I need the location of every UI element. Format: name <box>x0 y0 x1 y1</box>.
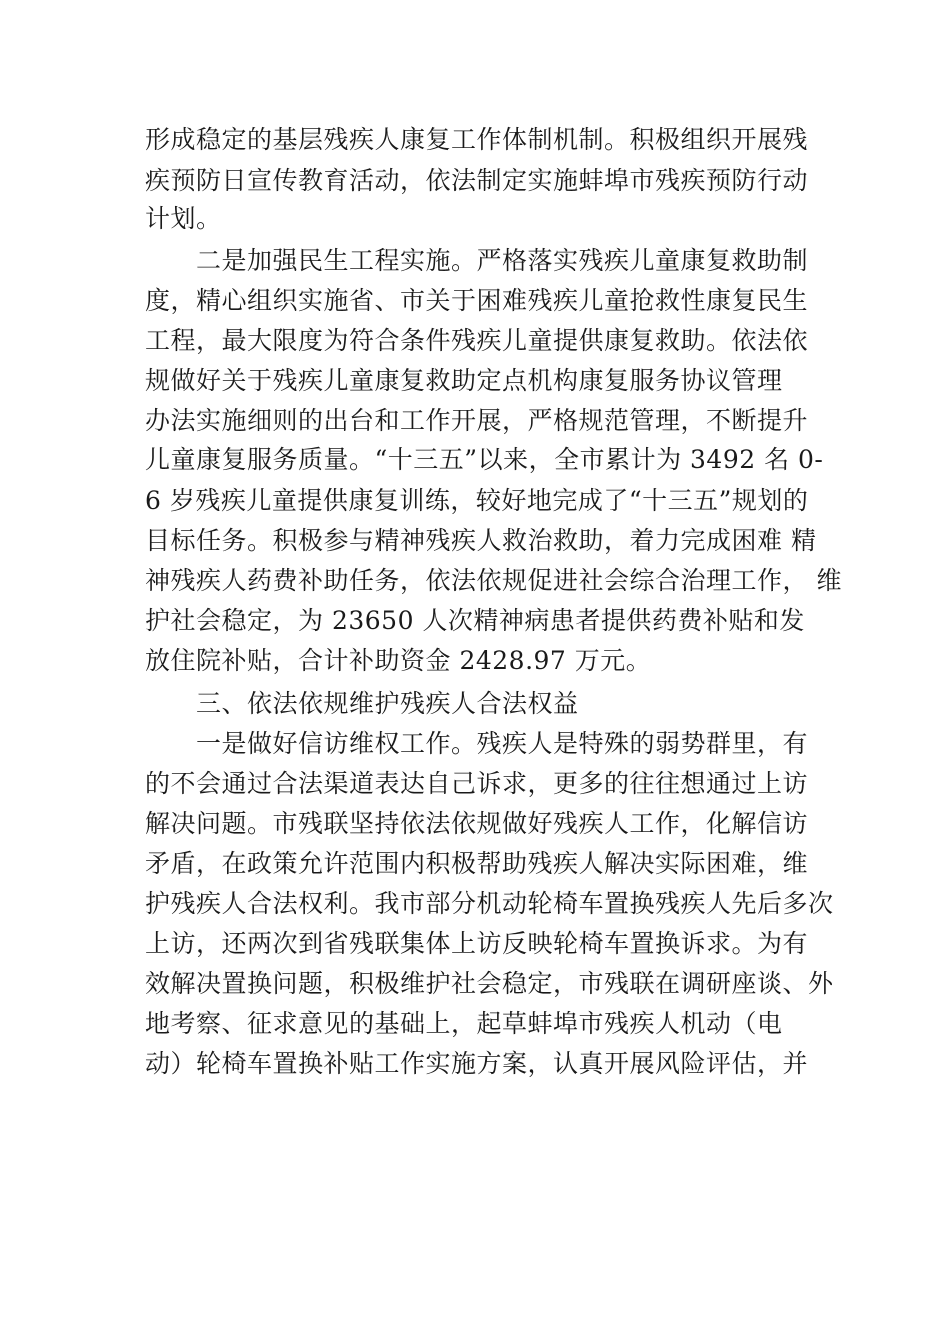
text-line: 护社会稳定，为 23650 人次精神病患者提供药费补贴和发 <box>145 606 805 635</box>
text-line: 效解决置换问题，积极维护社会稳定，市残联在调研座谈、外 <box>145 969 834 998</box>
text-line: 6 岁残疾儿童提供康复训练，较好地完成了“十三五”规划的 <box>145 486 809 515</box>
text-line: 形成稳定的基层残疾人康复工作体制机制。积极组织开展残 <box>145 125 809 154</box>
text-line: 目标任务。积极参与精神残疾人救治救助，着力完成困难 精 <box>145 526 817 555</box>
text-line: 动）轮椅车置换补贴工作实施方案，认真开展风险评估，并 <box>145 1049 809 1078</box>
text-line: 办法实施细则的出台和工作开展，严格规范管理，不断提升 <box>145 406 809 435</box>
section-heading: 三、依法依规维护残疾人合法权益 <box>196 689 579 718</box>
text-line: 地考察、征求意见的基础上，起草蚌埠市残疾人机动（电 <box>145 1009 783 1038</box>
text-line: 疾预防日宣传教育活动，依法制定实施蚌埠市残疾预防行动 <box>145 166 809 195</box>
text-line: 度，精心组织实施省、市关于困难残疾儿童抢救性康复民生 <box>145 286 809 315</box>
text-line: 矛盾，在政策允许范围内积极帮助残疾人解决实际困难，维 <box>145 849 809 878</box>
text-line: 神残疾人药费补助任务，依法依规促进社会综合治理工作， 维 <box>145 566 842 595</box>
text-line: 的不会通过合法渠道表达自己诉求，更多的往往想通过上访 <box>145 769 809 798</box>
text-line: 计划。 <box>145 204 222 233</box>
text-line: 解决问题。市残联坚持依法依规做好残疾人工作，化解信访 <box>145 809 809 838</box>
text-line: 规做好关于残疾儿童康复救助定点机构康复服务协议管理 <box>145 366 783 395</box>
text-line: 护残疾人合法权利。我市部分机动轮椅车置换残疾人先后多次 <box>145 889 834 918</box>
paragraph-start: 二是加强民生工程实施。严格落实残疾儿童康复救助制 <box>196 246 809 275</box>
text-line: 工程，最大限度为符合条件残疾儿童提供康复救助。依法依 <box>145 326 809 355</box>
paragraph-start: 一是做好信访维权工作。残疾人是特殊的弱势群里，有 <box>196 729 809 758</box>
text-line: 放住院补贴，合计补助资金 2428.97 万元。 <box>145 646 652 675</box>
text-line: 儿童康复服务质量。“十三五”以来，全市累计为 3492 名 0- <box>145 445 824 474</box>
text-line: 上访，还两次到省残联集体上访反映轮椅车置换诉求。为有 <box>145 929 809 958</box>
